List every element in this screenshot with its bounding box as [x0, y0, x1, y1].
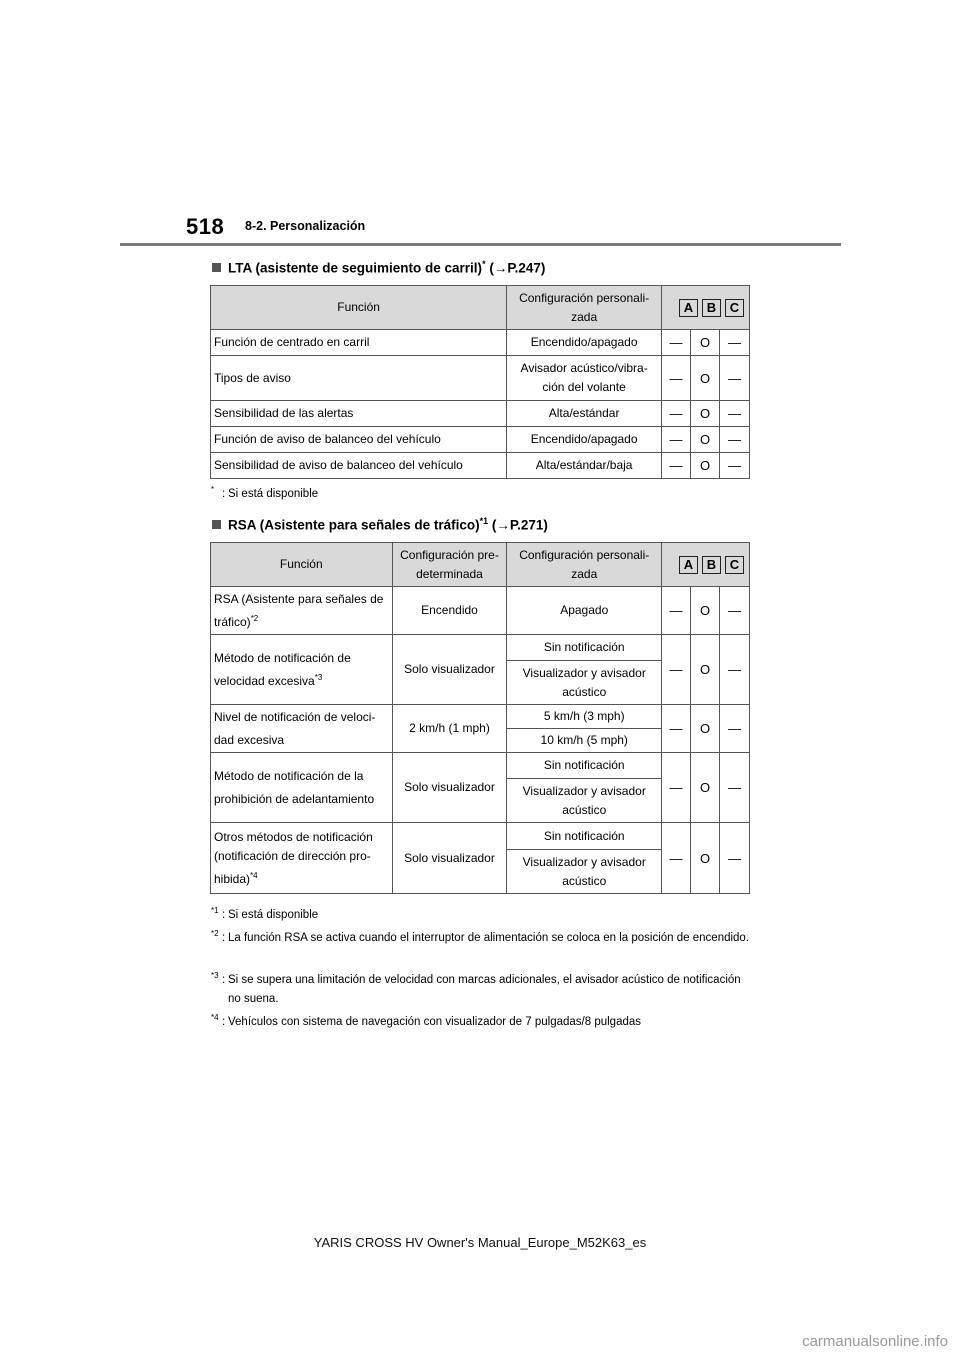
column-c-icon: C	[725, 299, 744, 317]
footnote-mark: *3	[211, 971, 219, 980]
footnote-text: Si está disponible	[228, 909, 319, 921]
footnote-mark: *1	[211, 906, 219, 915]
lta-table	[210, 285, 750, 479]
function-cell	[211, 587, 393, 635]
rsa-abc-header	[662, 543, 750, 587]
c-cell: —	[719, 330, 749, 356]
lta-title-sup: *	[482, 259, 486, 269]
page-number: 518	[186, 214, 225, 239]
b-cell: O	[691, 823, 720, 894]
rsa-title-text: RSA (Asistente para señales de tráfico)	[228, 517, 480, 533]
table-row	[211, 427, 750, 453]
lta-section-title	[212, 259, 545, 276]
b-cell: O	[691, 453, 720, 479]
a-cell: —	[662, 356, 691, 401]
rsa-section-title	[212, 516, 548, 533]
c-cell: —	[720, 823, 750, 894]
b-cell: O	[691, 587, 720, 635]
column-b-icon: B	[702, 299, 721, 317]
c-cell: —	[719, 427, 749, 453]
function-cell	[211, 753, 393, 823]
table-row	[211, 823, 750, 850]
b-cell: O	[691, 635, 720, 705]
function-cell	[211, 823, 393, 894]
custom-cell: Visualizador y avisador acústico	[507, 779, 662, 823]
default-cell: 2 km/h (1 mph)	[392, 705, 507, 753]
function-text: Otros métodos de notificación (notificación de dirección pro-hibida)	[214, 829, 373, 886]
table-row	[211, 330, 750, 356]
lta-page-ref: (→P.247)	[485, 260, 546, 276]
rsa-footnote-2: *2 : La función RSA se activa cuando el interruptor de alimentación se coloca en la posición de encendido.	[211, 929, 751, 948]
footnote-text: Si se supera una limitación de velocidad con marcas adicionales, el avisador acústico de notificación no suena.	[228, 974, 741, 1005]
a-cell: —	[662, 635, 691, 705]
table-row	[211, 453, 750, 479]
a-cell: —	[662, 753, 691, 823]
custom-cell: Sin notificación	[507, 753, 662, 779]
function-cell: Función de centrado en carril	[211, 330, 507, 356]
custom-cell: Apagado	[507, 587, 662, 635]
custom-cell: 5 km/h (3 mph)	[507, 705, 662, 729]
default-cell: Solo visualizador	[392, 635, 507, 705]
lta-footnote: * : Si está disponible	[211, 485, 318, 504]
default-cell: Solo visualizador	[392, 753, 507, 823]
column-a-icon: A	[679, 299, 698, 317]
column-c-icon: C	[725, 556, 744, 574]
c-cell: —	[719, 401, 749, 427]
custom-cell: Visualizador y avisador acústico	[507, 850, 662, 894]
function-cell	[211, 705, 393, 753]
footnote-mark: *2	[211, 929, 219, 938]
rsa-col-custom: Configuración personali-zada	[507, 543, 662, 587]
table-row	[211, 587, 750, 635]
b-cell: O	[691, 356, 720, 401]
function-sup: *3	[314, 672, 323, 682]
rsa-col-default: Configuración pre-determinada	[392, 543, 507, 587]
c-cell: —	[720, 705, 750, 753]
lta-col-custom: Configuración personali-zada	[507, 286, 662, 330]
custom-cell: Visualizador y avisador acústico	[507, 661, 662, 705]
rsa-footnote-4: *4 : Vehículos con sistema de navegación con visualizador de 7 pulgadas/8 pulgadas	[211, 1013, 751, 1032]
lta-col-function: Función	[211, 286, 507, 330]
c-cell: —	[720, 587, 750, 635]
custom-cell: Encendido/apagado	[507, 427, 662, 453]
function-cell	[211, 635, 393, 705]
custom-cell: 10 km/h (5 mph)	[507, 729, 662, 753]
a-cell: —	[662, 427, 691, 453]
footnote-text: La función RSA se activa cuando el interruptor de alimentación se coloca en la posición de encendido.	[228, 932, 750, 944]
lta-title-text: LTA (asistente de seguimiento de carril)	[228, 260, 483, 276]
watermark: carmanualsonline.info	[802, 1333, 948, 1350]
footnote-text: Vehículos con sistema de navegación con visualizador de 7 pulgadas/8 pulgadas	[228, 1016, 642, 1028]
manual-footer: YARIS CROSS HV Owner's Manual_Europe_M52K63_es	[313, 1235, 647, 1250]
custom-cell: Alta/estándar/baja	[507, 453, 662, 479]
table-row	[211, 356, 750, 401]
custom-cell: Sin notificación	[507, 823, 662, 850]
lta-header-row	[211, 286, 750, 330]
custom-cell: Sin notificación	[507, 635, 662, 661]
rsa-col-function: Función	[211, 543, 393, 587]
square-bullet-icon	[212, 263, 221, 272]
a-cell: —	[662, 705, 691, 753]
a-cell: —	[662, 823, 691, 894]
function-sup: *4	[250, 870, 258, 880]
rsa-footnote-1: *1 : Si está disponible	[211, 906, 751, 925]
section-label: 8-2. Personalización	[245, 219, 366, 233]
rsa-header-row	[211, 543, 750, 587]
function-text: RSA (Asistente para señales de tráfico)	[214, 591, 384, 629]
c-cell: —	[719, 453, 749, 479]
b-cell: O	[691, 705, 720, 753]
table-row	[211, 401, 750, 427]
function-cell: Sensibilidad de aviso de balanceo del vehículo	[211, 453, 507, 479]
custom-cell: Alta/estándar	[507, 401, 662, 427]
header-rule	[120, 243, 841, 246]
b-cell: O	[691, 427, 720, 453]
a-cell: —	[662, 453, 691, 479]
b-cell: O	[691, 401, 720, 427]
rsa-page-ref: (→P.271)	[488, 517, 548, 533]
rsa-table	[210, 542, 750, 894]
custom-cell: Encendido/apagado	[507, 330, 662, 356]
lta-abc-header	[662, 286, 750, 330]
function-cell: Función de aviso de balanceo del vehículo	[211, 427, 507, 453]
default-cell: Solo visualizador	[392, 823, 507, 894]
function-text: Nivel de notificación de veloci-dad excesiva	[214, 709, 376, 747]
a-cell: —	[662, 330, 691, 356]
footnote-text: Si está disponible	[228, 488, 319, 500]
footnote-mark: *	[211, 485, 215, 494]
c-cell: —	[720, 635, 750, 705]
a-cell: —	[662, 401, 691, 427]
square-bullet-icon	[212, 520, 221, 529]
table-row	[211, 753, 750, 779]
function-cell: Sensibilidad de las alertas	[211, 401, 507, 427]
function-text: Método de notificación de la prohibición de adelantamiento	[214, 768, 375, 806]
footnote-mark: *4	[211, 1013, 219, 1022]
custom-cell: Avisador acústico/vibra-ción del volante	[507, 356, 662, 401]
function-cell: Tipos de aviso	[211, 356, 507, 401]
default-cell: Encendido	[392, 587, 507, 635]
b-cell: O	[691, 330, 720, 356]
b-cell: O	[691, 753, 720, 823]
function-text: Método de notificación de velocidad excesiva	[214, 650, 351, 688]
table-row	[211, 705, 750, 729]
rsa-title-sup: *1	[479, 516, 489, 526]
table-row	[211, 635, 750, 661]
column-b-icon: B	[702, 556, 721, 574]
column-a-icon: A	[679, 556, 698, 574]
function-sup: *2	[250, 613, 259, 623]
a-cell: —	[662, 587, 691, 635]
c-cell: —	[720, 753, 750, 823]
c-cell: —	[719, 356, 749, 401]
rsa-footnote-3: *3 : Si se supera una limitación de velocidad con marcas adicionales, el avisador acústico de notificación no suena.	[211, 971, 751, 1009]
